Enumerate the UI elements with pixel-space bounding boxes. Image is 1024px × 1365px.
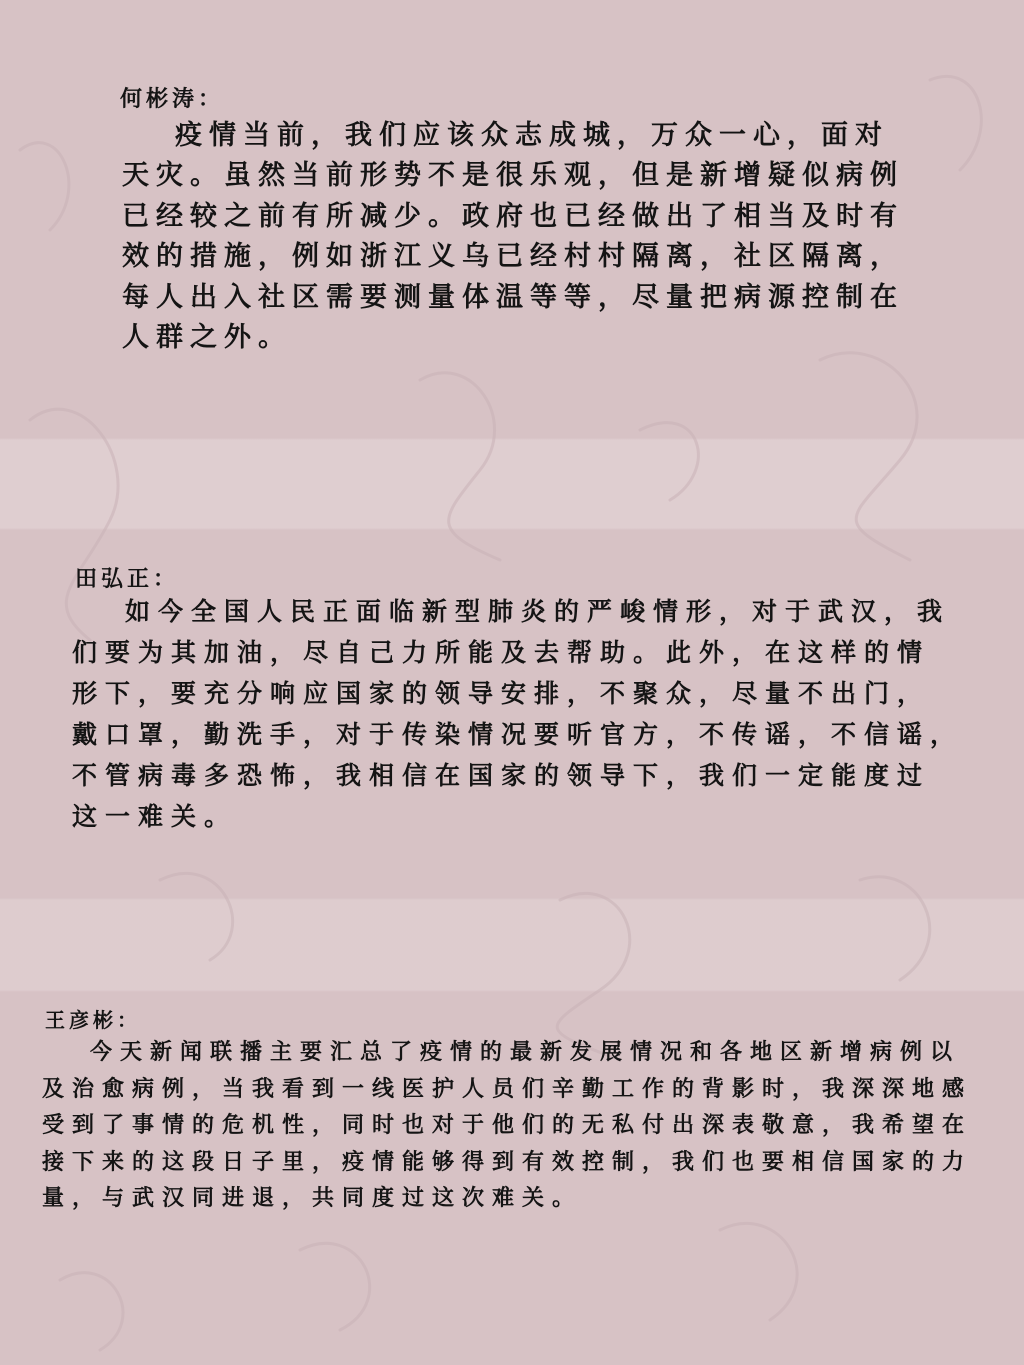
paragraph-line: 每人出入社区需要测量体温等等，尽量把病源控制在 [122,281,904,313]
comment-paragraph [122,116,1024,358]
paragraph-line: 已经较之前有所减少。政府也已经做出了相当及时有 [122,200,904,232]
paragraph-line: 接下来的这段日子里，疫情能够得到有效控制，我们也要相信国家的力 [42,1148,973,1175]
paragraph-line: 这一难关。 [72,802,238,831]
paragraph-line: 今天新闻联播主要汇总了疫情的最新发展情况和各地区新增病例以 [90,1039,961,1065]
paragraph-line: 天灾。虽然当前形势不是很乐观，但是新增疑似病例 [122,160,904,192]
paragraph-line: 们要为其加油，尽自己力所能及去帮助。此外，在这样的情 [72,638,931,667]
author-name: 何彬涛： [120,86,225,112]
paragraph-line: 戴口罩，勤洗手，对于传染情况要听官方，不传谣，不信谣， [72,720,964,749]
paragraph-line: 如今全国人民正面临新型肺炎的严峻情形，对于武汉，我 [125,597,951,626]
paragraph-line: 量，与武汉同进退，共同度过这次难关。 [42,1185,583,1211]
author-name: 田弘正： [75,566,180,592]
paragraph-line: 不管病毒多恐怖，我相信在国家的领导下，我们一定能度过 [72,761,931,790]
paragraph-line: 及治愈病例，当我看到一线医护人员们辛勤工作的背影时，我深深地感 [42,1075,973,1102]
comment-paragraph [42,1034,1024,1217]
paragraph-line: 受到了事情的危机性，同时也对于他们的无私付出深表敬意，我希望在 [42,1112,973,1138]
paragraph-line: 人群之外。 [122,321,292,353]
author-name: 王彦彬： [45,1008,141,1032]
paragraph-line: 形下，要充分响应国家的领导安排，不聚众，尽量不出门， [72,679,931,708]
paragraph-line: 疫情当前，我们应该众志成城，万众一心，面对 [175,120,889,151]
paragraph-line: 效的措施，例如浙江义乌已经村村隔离，社区隔离， [122,241,904,273]
comment-paragraph [72,591,1024,837]
